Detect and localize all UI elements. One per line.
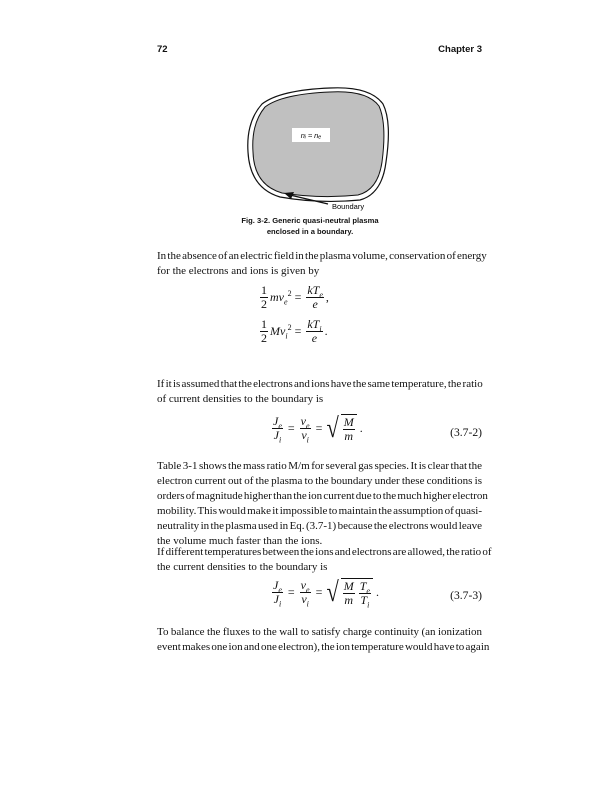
text-line: To balance the fluxes to the wall to satisfy charge continuity (an ionization	[157, 626, 482, 638]
text-line: If it is assumed that the electrons and ions have the same temperature, the ratio	[157, 378, 483, 390]
text-line: In the absence of an electric field in the plasma volume, conservation of energy	[157, 250, 487, 262]
text-line: If different temperatures between the ions and electrons are allowed, the ratio of	[157, 546, 492, 558]
page-number: 72	[157, 44, 168, 55]
text-line: orders of magnitude higher than the ion current due to the much higher electron	[157, 490, 488, 502]
equation-number: (3.7-2)	[450, 426, 482, 439]
text-line: of current densities to the boundary is	[157, 393, 324, 405]
plasma-region	[253, 92, 384, 197]
equation-ion-energy: $\frac{1}{2}$ $Mv_i^2$ = $\frac{kT_i}{e}$ .	[261, 317, 328, 345]
equation-current-ratio: $\frac{J_e}{J_i}$ = $\frac{v_e}{v_i}$ = √ $\frac{M}{m}$ .	[273, 412, 363, 445]
text-line: electron current out of the plasma to the boundary under these conditions is	[157, 475, 482, 487]
equation-current-ratio-temperature: $\frac{J_e}{J_i}$ = $\frac{v_e}{v_i}$ = √ $\frac{M}{m}$ $\frac{T_e}{T_i}$ .	[273, 576, 379, 610]
figure-caption-line: enclosed in a boundary.	[266, 227, 354, 236]
figure-caption-line: Fig. 3-2. Generic quasi-neutral plasma	[241, 216, 379, 225]
text-line: the current densities to the boundary is	[157, 561, 328, 573]
text-line: neutrality in the plasma used in Eq. (3.7-1) because the electrons would leave	[157, 520, 482, 532]
text-line: the volume much faster than the ions.	[157, 535, 323, 547]
text-line: Table 3-1 shows the mass ratio M/m for several gas species. It is clear that the	[157, 460, 482, 472]
equation-electron-energy: $\frac{1}{2}$ $mv_e^2$ = $\frac{kT_e}{e}$ ,	[261, 283, 329, 311]
plasma-figure	[240, 82, 420, 214]
boundary-label: Boundary	[332, 202, 365, 211]
equation-number: (3.7-3)	[450, 589, 482, 602]
text-line: mobility. This would make it impossible to maintain the assumption of quasi-	[157, 505, 482, 517]
chapter-title: Chapter 3	[438, 44, 482, 55]
density-label: nᵢ ≈ nₑ	[300, 131, 322, 140]
text-line: for the electrons and ions is given by	[157, 265, 320, 277]
text-line: event makes one ion and one electron), the ion temperature would have to again	[157, 641, 490, 653]
